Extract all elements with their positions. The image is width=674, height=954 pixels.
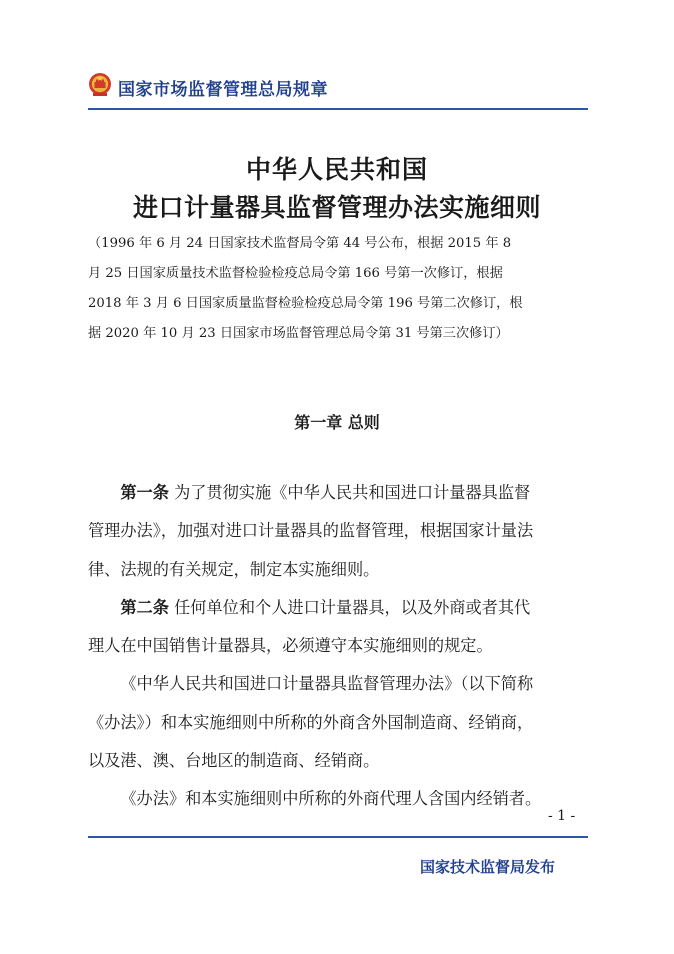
paragraph-line: 《办法》）和本实施细则中所称的外商含外国制造商、经销商， <box>88 712 534 732</box>
page-number: - 1 - <box>548 808 576 824</box>
paragraph-line: 以及港、澳、台地区的制造商、经销商。 <box>88 751 380 771</box>
page-header <box>88 72 588 102</box>
national-emblem-icon <box>88 72 112 98</box>
article-2-text: 任何单位和个人进口计量器具，以及外商或者其代 <box>168 597 531 617</box>
article-2-line: 理人在中国销售计量器具，必须遵守本实施细则的规定。 <box>88 636 493 656</box>
chapter-heading: 第一章 总则 <box>294 413 380 432</box>
amendment-history <box>88 232 590 352</box>
article-1-label: 第一条 <box>120 483 169 502</box>
article-1-line: 管理办法》，加强对进口计量器具的监督管理，根据国家计量法 <box>88 521 534 541</box>
header-divider <box>88 108 588 110</box>
paragraph-line <box>88 669 590 707</box>
history-line: 月 25 日国家质量技术监督检验检疫总局令第 166 号第一次修订，根据 <box>88 266 503 281</box>
history-line: （1996 年 6 月 24 日国家技术监督局令第 44 号公布，根据 2015 年 8 <box>88 236 512 251</box>
paragraph-4-text: 《办法》和本实施细则中所称的外商代理人含国内经销者。 <box>120 789 542 809</box>
paragraph-line <box>88 784 590 822</box>
article-1-line <box>88 478 590 516</box>
publisher-label: 国家技术监督局发布 <box>420 858 556 876</box>
body-text <box>88 478 590 823</box>
article-1-line: 律、法规的有关规定，制定本实施细则。 <box>88 559 380 579</box>
article-1-text: 为了贯彻实施《中华人民共和国进口计量器具监督 <box>168 483 531 502</box>
paragraph-3-text: 《中华人民共和国进口计量器具监督管理办法》（以下简称 <box>120 674 534 694</box>
footer-divider <box>88 836 588 838</box>
header-title: 国家市场监督管理总局规章 <box>118 80 328 100</box>
article-2-line <box>88 593 590 631</box>
history-line: 据 2020 年 10 月 23 日国家市场监督管理总局令第 31 号第三次修订） <box>88 326 509 341</box>
article-2-label: 第二条 <box>120 597 169 617</box>
document-title-line-1: 中华人民共和国 <box>245 155 428 184</box>
history-line: 2018 年 3 月 6 日国家质量监督检验检疫总局令第 196 号第二次修订，根 <box>88 296 523 311</box>
document-title-line-2: 进口计量器具监督管理办法实施细则 <box>132 193 541 222</box>
